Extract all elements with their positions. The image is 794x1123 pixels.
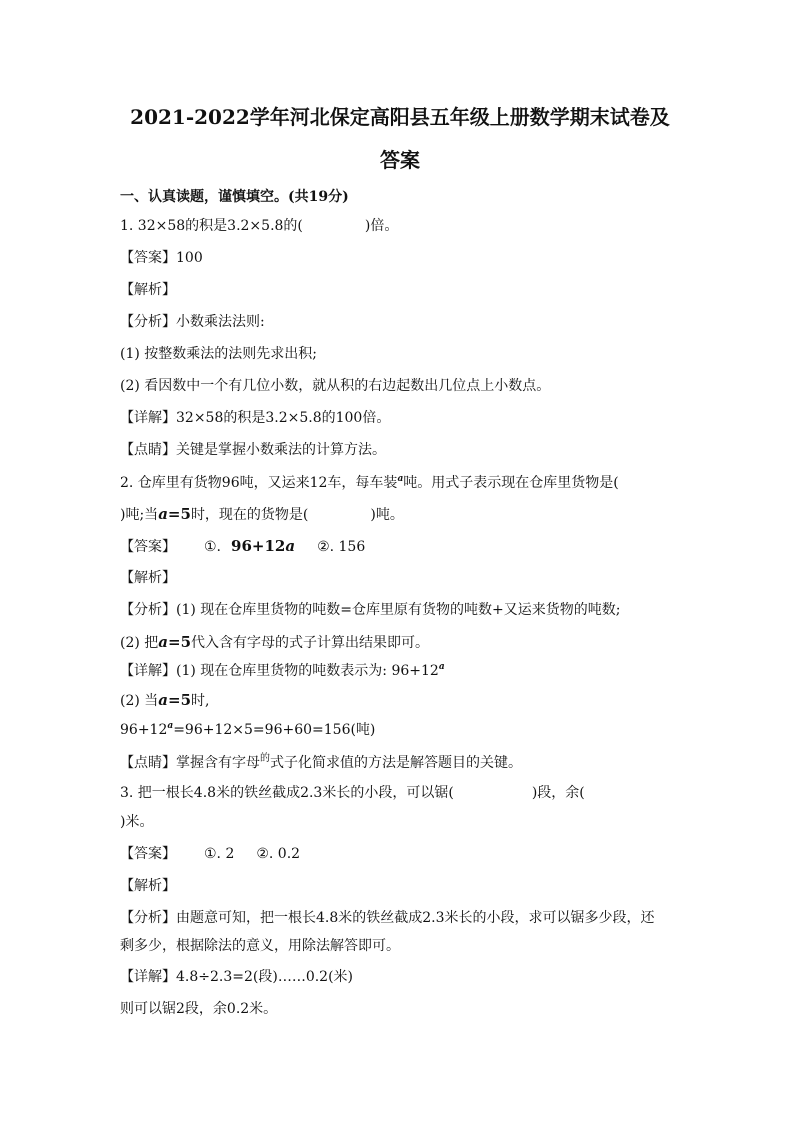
q2-analysis-tag: 【解析】 — [120, 570, 176, 586]
q2-fenxi-tag: 【分析】 — [120, 602, 176, 618]
q1-fenxi-tag: 【分析】 — [120, 314, 176, 330]
q1-tip-tag: 【点睛】 — [120, 442, 176, 458]
q3-fenxi — [120, 911, 655, 925]
q3-detail-text: 4.8÷2.3=2(段)……0.2(米) — [176, 969, 354, 985]
q2-equals-five: =5 — [168, 633, 192, 651]
q3-question-line2: )米。 — [120, 814, 154, 830]
q1-question — [120, 219, 398, 233]
q1-analysis-tag: 【解析】 — [120, 282, 176, 298]
q2-variable-a: a — [158, 691, 169, 709]
q1-answer-tag: 【答案】 — [120, 250, 176, 266]
q2-variable-a: a — [158, 505, 168, 523]
q2-calculation — [120, 722, 375, 737]
q2-detail-text: (1) 现在仓库里货物的吨数表示为: 96+12 — [176, 663, 439, 679]
q3-fenxi-text: 由题意可知，把一根长4.8米的铁丝截成2.3米长的小段，求可以锯多少段，还 — [176, 910, 655, 926]
q3-fenxi2: 剩多少，根据除法的意义，用除法解答即可。 — [120, 938, 400, 954]
document-title-line1: 2021-2022学年河北保定高阳县五年级上册数学期末试卷及 — [130, 105, 670, 129]
q2-fenxi2-text-a: (2) 把 — [120, 635, 159, 651]
q2-answer-tag: 【答案】 — [120, 539, 176, 555]
q2-question-line2 — [120, 507, 404, 522]
q3-answer-tag: 【答案】 — [120, 846, 176, 862]
q3-answer-2: ②. 0.2 — [256, 846, 301, 862]
q1-detail-text: 32×58的积是3.2×5.8的100倍。 — [176, 410, 391, 426]
q1-tip-text: 关键是掌握小数乘法的计算方法。 — [176, 442, 386, 458]
q2-equals-five: =5 — [168, 691, 192, 709]
q3-analysis-tag: 【解析】 — [120, 878, 176, 894]
q1-detail-tag: 【详解】 — [120, 410, 176, 426]
section-heading: 一、认真读题，谨慎填空。(共19分) — [120, 189, 349, 205]
q2-question-text-a: 2. 仓库里有货物96吨，又运来12车，每车装 — [120, 475, 398, 491]
q2-calc-text-a: 96+12 — [120, 722, 168, 738]
q2-question-line1 — [120, 475, 619, 490]
q2-fenxi — [120, 603, 620, 617]
q2-fenxi-text: (1) 现在仓库里货物的吨数=仓库里原有货物的吨数+又运来货物的吨数; — [176, 602, 621, 618]
q1-step1: (1) 按整数乘法的法则先求出积; — [120, 346, 317, 362]
q2-calc-text-b: =96+12×5=96+60=156(吨) — [173, 722, 376, 738]
q2-answer-circle1: ①. — [204, 539, 222, 555]
q2-question-text-b: 吨。用式子表示现在仓库里货物是( — [403, 475, 619, 491]
q2-fenxi2 — [120, 635, 429, 650]
q3-answer-1: ①. 2 — [204, 846, 235, 862]
q2-question-text-c: )吨;当 — [120, 507, 159, 523]
document-title-line2: 答案 — [380, 148, 420, 172]
q3-detail — [120, 970, 353, 984]
q3-answer — [120, 847, 300, 861]
q2-variable-a: a — [438, 662, 445, 672]
q1-step2: (2) 看因数中一个有几位小数，就从积的右边起数出几位点上小数点。 — [120, 378, 551, 394]
q3-conclusion: 则可以锯2段，余0.2米。 — [120, 1001, 278, 1017]
q2-answer-expression: 96+12 — [231, 537, 286, 555]
q3-question-text-a: 3. 把一根长4.8米的铁丝截成2.3米长的小段，可以锯( — [120, 785, 454, 801]
q2-tip — [120, 754, 522, 770]
q1-answer-value: 100 — [176, 250, 203, 266]
q2-variable-a: a — [158, 633, 169, 651]
q1-question-text-b: )倍。 — [364, 218, 399, 234]
q2-tip-tag: 【点睛】 — [120, 755, 176, 771]
q2-question-text-e: )吨。 — [370, 507, 404, 523]
q1-question-text-a: 1. 32×58的积是3.2×5.8的( — [120, 218, 303, 234]
q2-question-text-d: 时，现在的货物是( — [190, 507, 309, 523]
q2-variable-a: a — [285, 537, 296, 555]
q1-fenxi-text: 小数乘法法则: — [176, 314, 265, 330]
q2-tip-text-b: 式子化简求值的方法是解答题目的关键。 — [270, 755, 522, 771]
q2-variable-a: a — [397, 474, 404, 484]
q2-detail2 — [120, 693, 209, 708]
q2-detail — [120, 663, 445, 678]
q1-detail — [120, 411, 390, 425]
q3-fenxi-tag: 【分析】 — [120, 910, 176, 926]
q1-fenxi — [120, 315, 265, 329]
q2-fenxi2-text-b: 代入含有字母的式子计算出结果即可。 — [191, 635, 430, 651]
q2-tip-text-a: 掌握含有字母 — [176, 755, 260, 771]
q1-answer — [120, 251, 203, 265]
q2-answer — [120, 539, 365, 554]
q2-detail2-text-a: (2) 当 — [120, 693, 159, 709]
q2-equals-five: =5 — [167, 505, 191, 523]
q3-detail-tag: 【详解】 — [120, 969, 176, 985]
q2-answer-circle2: ②. 156 — [317, 539, 366, 555]
q3-question-text-b: )段，余( — [531, 785, 585, 801]
q1-tip — [120, 443, 386, 457]
q2-tip-superscript: 的 — [260, 753, 270, 764]
q2-detail2-text-b: 时, — [191, 693, 210, 709]
q2-variable-a: a — [167, 721, 174, 731]
q3-question-line1 — [120, 786, 585, 800]
q2-detail-tag: 【详解】 — [120, 663, 176, 679]
